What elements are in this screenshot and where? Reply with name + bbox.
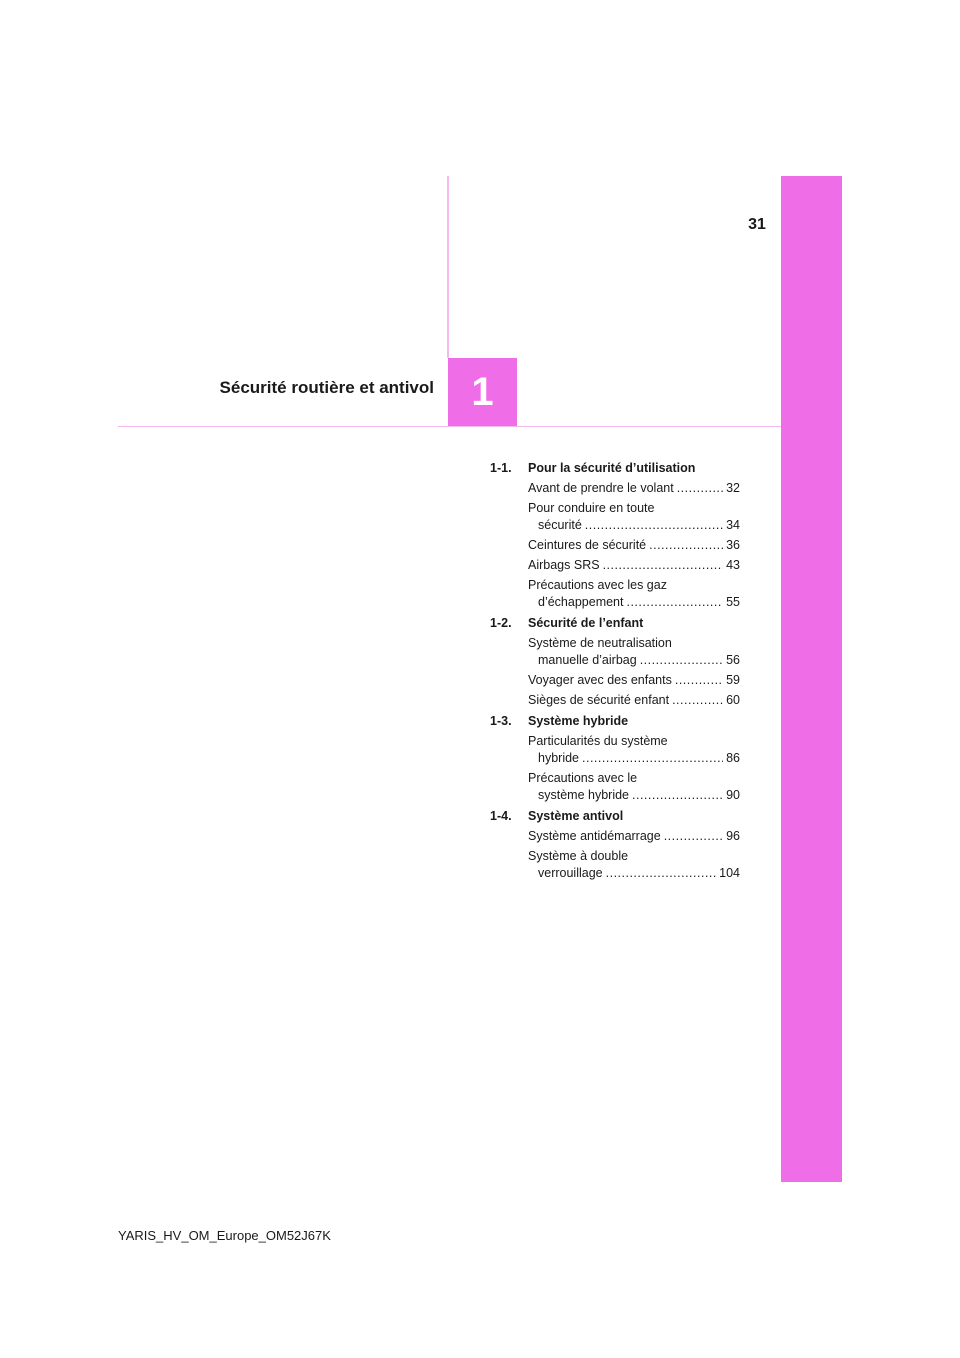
toc-entry-page: 104 — [719, 866, 740, 880]
toc-entry-line — [528, 828, 740, 845]
toc-leader-dots — [626, 594, 723, 611]
toc-entry-title: Particularités du système — [528, 734, 668, 748]
toc-section-heading[interactable] — [490, 460, 740, 477]
toc-leader-dots — [632, 787, 723, 804]
toc-entry-title: sécurité — [538, 518, 582, 532]
toc-entry-title: Système à double — [528, 849, 629, 863]
toc-entry-title: manuelle d’airbag — [538, 653, 637, 667]
toc-section-number: 1-4. — [490, 809, 512, 823]
toc-entry-page: 96 — [726, 829, 740, 843]
toc-entry-line — [528, 733, 740, 750]
toc-entry-line — [528, 672, 740, 689]
toc-entry-title: Sièges de sécurité enfant — [528, 693, 670, 707]
toc-entry[interactable] — [528, 635, 740, 669]
toc-section-number: 1-2. — [490, 616, 512, 630]
toc-entry[interactable] — [528, 672, 740, 689]
toc-entry-page: 43 — [726, 558, 740, 572]
toc-entry-title: Précautions avec le — [528, 771, 638, 785]
toc-section — [490, 713, 740, 804]
toc-leader-dots — [675, 672, 723, 689]
toc-entry-page: 60 — [726, 693, 740, 707]
vertical-rule — [447, 176, 449, 358]
toc-section-heading[interactable] — [490, 713, 740, 730]
toc-entry[interactable] — [528, 500, 740, 534]
toc-section-title: Système hybride — [528, 714, 629, 728]
table-of-contents — [490, 460, 740, 886]
toc-entry-title: Airbags SRS — [528, 558, 600, 572]
toc-entry-page: 90 — [726, 788, 740, 802]
toc-entry-page: 56 — [726, 653, 740, 667]
toc-entry-line — [528, 635, 740, 652]
toc-section — [490, 460, 740, 611]
toc-entry-line — [528, 692, 740, 709]
toc-entry-title: d’échappement — [538, 595, 624, 609]
toc-section-number: 1-3. — [490, 714, 512, 728]
toc-entry-line — [528, 652, 740, 669]
toc-entry-page: 86 — [726, 751, 740, 765]
toc-entry-line — [528, 557, 740, 574]
toc-entry-line — [528, 537, 740, 554]
page-number: 31 — [748, 216, 766, 233]
toc-entry[interactable] — [528, 692, 740, 709]
toc-leader-dots — [649, 537, 723, 554]
toc-leader-dots — [664, 828, 723, 845]
toc-leader-dots — [672, 692, 723, 709]
toc-section-number: 1-1. — [490, 461, 512, 475]
toc-entry-page: 36 — [726, 538, 740, 552]
toc-section-heading[interactable] — [490, 615, 740, 632]
toc-entry-title: système hybride — [538, 788, 630, 802]
toc-entry-page: 55 — [726, 595, 740, 609]
toc-entry-title: Avant de prendre le volant — [528, 481, 674, 495]
toc-entry[interactable] — [528, 848, 740, 882]
toc-section-title: Système antivol — [528, 809, 624, 823]
toc-entry-page: 32 — [726, 481, 740, 495]
toc-leader-dots — [606, 865, 717, 882]
toc-entry[interactable] — [528, 537, 740, 554]
toc-entry-title: Voyager avec des enfants — [528, 673, 672, 687]
toc-entry-line — [528, 594, 740, 611]
toc-section — [490, 808, 740, 882]
toc-entry[interactable] — [528, 770, 740, 804]
toc-entry[interactable] — [528, 480, 740, 497]
horizontal-rule — [118, 426, 781, 427]
toc-section-title: Pour la sécurité d’utilisation — [528, 461, 696, 475]
toc-entry-title: Précautions avec les gaz — [528, 578, 667, 592]
document-footer: YARIS_HV_OM_Europe_OM52J67K — [118, 1228, 331, 1243]
toc-leader-dots — [582, 750, 723, 767]
toc-entry-line — [528, 848, 740, 865]
toc-leader-dots — [603, 557, 724, 574]
toc-entry-title: Ceintures de sécurité — [528, 538, 647, 552]
toc-leader-dots — [585, 517, 723, 534]
toc-entry-title: Pour conduire en toute — [528, 501, 655, 515]
toc-entry-title: verrouillage — [538, 866, 603, 880]
toc-leader-dots — [677, 480, 723, 497]
toc-entry-line — [528, 787, 740, 804]
toc-entry-title: hybride — [538, 751, 579, 765]
toc-entry[interactable] — [528, 733, 740, 767]
toc-entry[interactable] — [528, 557, 740, 574]
toc-section — [490, 615, 740, 709]
toc-entry-line — [528, 750, 740, 767]
toc-entry-page: 34 — [726, 518, 740, 532]
chapter-title: Sécurité routière et antivol — [219, 378, 434, 397]
chapter-number: 1 — [471, 369, 494, 414]
toc-entry-line — [528, 480, 740, 497]
toc-entry[interactable] — [528, 828, 740, 845]
toc-leader-dots — [640, 652, 723, 669]
chapter-number-box — [448, 358, 517, 426]
toc-entry-title: Système de neutralisation — [528, 636, 672, 650]
toc-entry-page: 59 — [726, 673, 740, 687]
toc-entry-line — [528, 577, 740, 594]
toc-entry[interactable] — [528, 577, 740, 611]
toc-entry-line — [528, 865, 740, 882]
toc-entry-line — [528, 500, 740, 517]
toc-entry-title: Système antidémarrage — [528, 829, 661, 843]
toc-section-title: Sécurité de l’enfant — [528, 616, 644, 630]
chapter-side-tab — [781, 176, 842, 1182]
toc-section-heading[interactable] — [490, 808, 740, 825]
toc-entry-line — [528, 770, 740, 787]
toc-entry-line — [528, 517, 740, 534]
